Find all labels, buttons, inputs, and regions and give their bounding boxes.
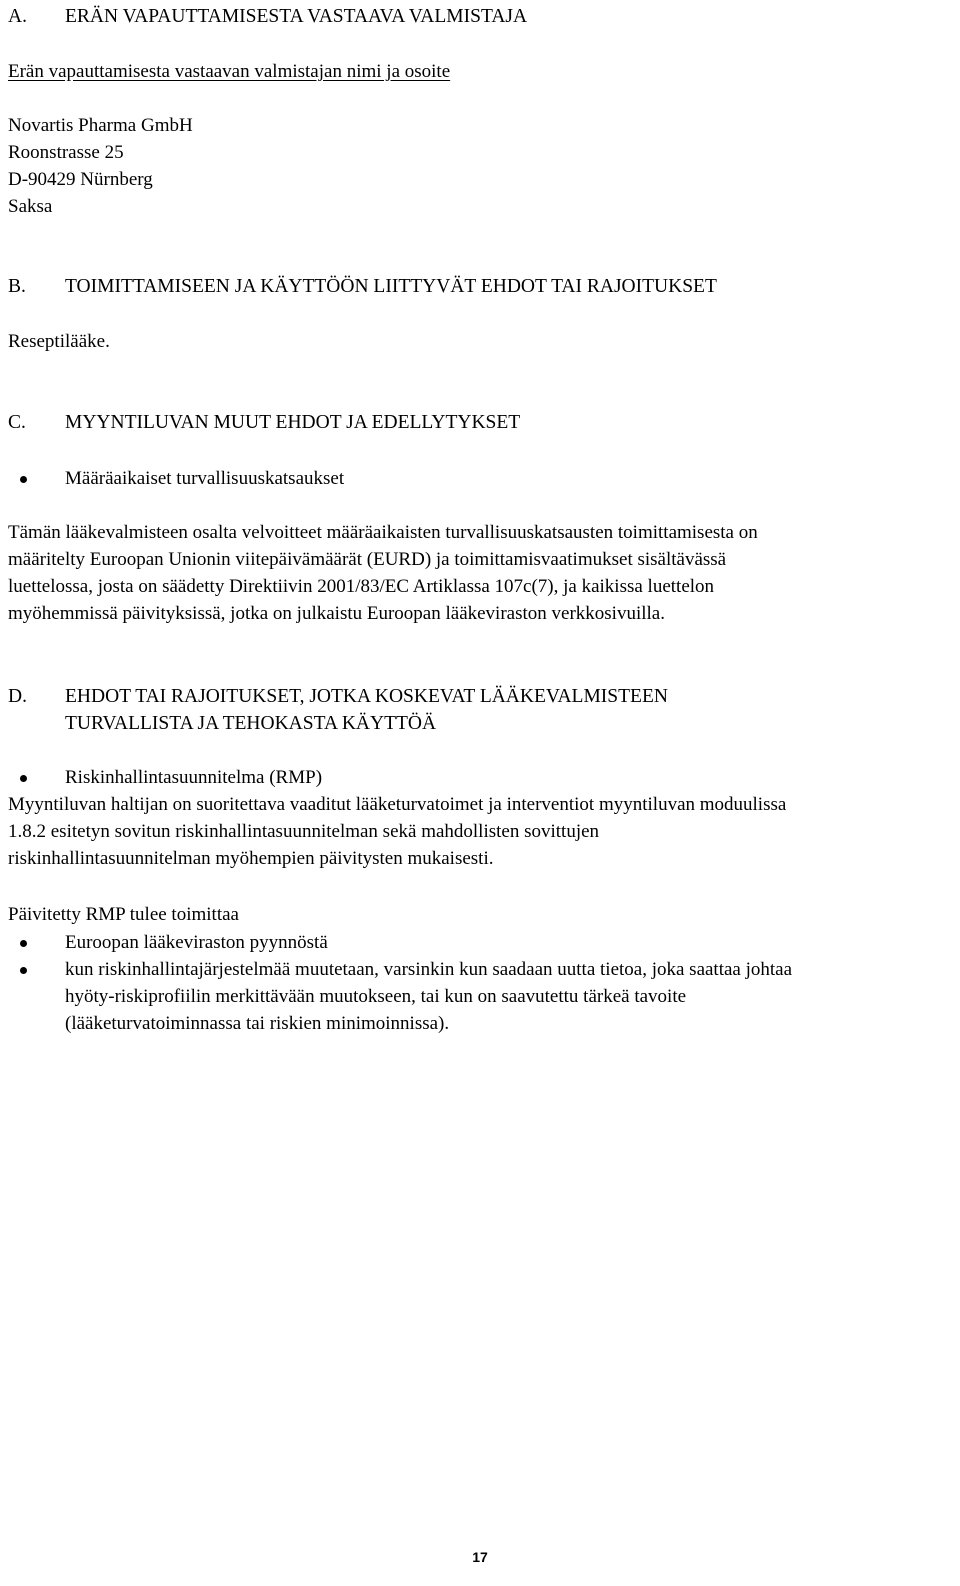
paragraph-line: myöhemmissä päivityksissä, jotka on julkaistu Euroopan lääkeviraston verkkosivuilla. [8,603,665,624]
list-item-continuation: (lääketurvatoiminnassa tai riskien minimoinnissa). [65,1013,450,1034]
section-a-title: ERÄN VAPAUTTAMISESTA VASTAAVA VALMISTAJA [65,6,528,27]
bullet-icon [20,967,27,974]
section-c-bullet-heading: Määräaikaiset turvallisuuskatsaukset [65,468,345,489]
paragraph-line: luettelossa, josta on säädetty Direktiivin 2001/83/EC Artiklassa 107c(7), ja kaikissa luettelon [8,576,715,597]
section-a-letter: A. [8,6,27,27]
section-b-letter: B. [8,276,26,297]
section-d-bullet-heading: Riskinhallintasuunnitelma (RMP) [65,767,323,788]
section-b-title: TOIMITTAMISEEN JA KÄYTTÖÖN LIITTYVÄT EHDOT TAI RAJOITUKSET [65,276,717,297]
bullet-icon [20,940,27,947]
paragraph-line: Tämän lääkevalmisteen osalta velvoitteet määräaikaisten turvallisuuskatsausten toimittamisesta on [8,522,758,543]
section-d-title-line: EHDOT TAI RAJOITUKSET, JOTKA KOSKEVAT LÄÄKEVALMISTEEN [65,686,668,707]
address-line: Novartis Pharma GmbH [8,115,193,136]
section-d-title-line: TURVALLISTA JA TEHOKASTA KÄYTTÖÄ [65,713,437,734]
section-c-title: MYYNTILUVAN MUUT EHDOT JA EDELLYTYKSET [65,412,521,433]
paragraph-line: määritelty Euroopan Unionin viitepäivämäärät (EURD) ja toimittamisvaatimukset sisältävässä [8,549,727,570]
list-item: kun riskinhallintajärjestelmää muutetaan, varsinkin kun saadaan uutta tietoa, joka saattaa johtaa [65,959,793,980]
page-number: 17 [472,1549,488,1565]
section-b-text: Reseptilääke. [8,331,110,352]
bullet-icon [20,476,27,483]
update-intro: Päivitetty RMP tulee toimittaa [8,904,239,925]
paragraph-line: Myyntiluvan haltijan on suoritettava vaaditut lääketurvatoimet ja interventiot myyntiluvan moduulissa [8,794,787,815]
list-item: Euroopan lääkeviraston pyynnöstä [65,932,328,953]
bullet-icon [20,775,27,782]
address-line: Saksa [8,196,53,217]
address-line: D-90429 Nürnberg [8,169,153,190]
list-item-continuation: hyöty-riskiprofiilin merkittävään muutokseen, tai kun on saavutettu tärkeä tavoite [65,986,687,1007]
section-c-letter: C. [8,412,26,433]
paragraph-line: riskinhallintasuunnitelman myöhempien päivitysten mukaisesti. [8,848,494,869]
section-a-subheading: Erän vapauttamisesta vastaavan valmistajan nimi ja osoite [8,61,451,82]
paragraph-line: 1.8.2 esitetyn sovitun riskinhallintasuunnitelman sekä mahdollisten sovittujen [8,821,600,842]
section-d-letter: D. [8,686,27,707]
address-line: Roonstrasse 25 [8,142,124,163]
